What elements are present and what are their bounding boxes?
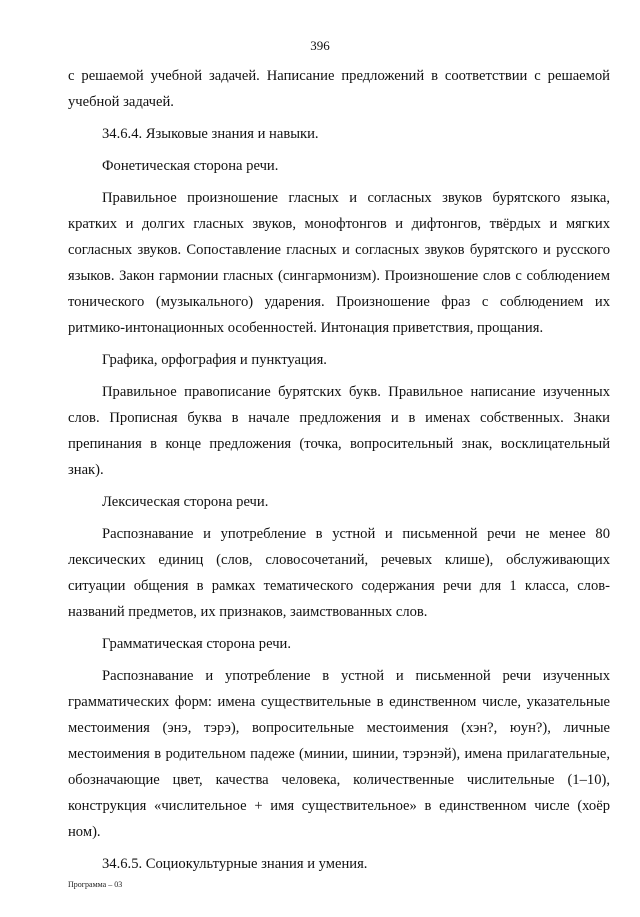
subheading-lexicon: Лексическая сторона речи. [102, 494, 269, 510]
page-number: 396 [310, 38, 330, 53]
paragraph-phonetics: Правильное произношение гласных и согласных звуков бурятского языка, кратких и долгих гласных звуков, монофтонгов и дифтонгов, твёрдых и мягких согласных звуков. Сопоставление гласных и согласных звуков бурятского и русского языков. Закон гармонии гласных (сингармонизм). Произношение слов с соблюдением тонического (музыкального) ударения. Произношение фраз с соблюдением их ритмико-интонационных особенностей. Интонация приветствия, прощания. [68, 190, 610, 336]
subheading-phonetics: Фонетическая сторона речи. [102, 158, 279, 174]
paragraph-grammar: Распознавание и употребление в устной и письменной речи изученных грамматических форм: имена существительные в единственном числе, указательные местоимения (энэ, тэрэ), вопросительные местоимения (хэн?, юун?), личные местоимения в родительном падеже (минии, шинии, тэрэнэй), имена прилагательные, обозначающие цвет, качества человека, количественные числительные (1–10), конструкция «числительное + имя существительное» в единственном числе (хоёр ном). [68, 668, 610, 840]
subheading-grammar: Грамматическая сторона речи. [102, 636, 292, 652]
section-heading-34-6-4: 34.6.4. Языковые знания и навыки. [102, 126, 319, 142]
paragraph-graphics: Правильное правописание бурятских букв. Правильное написание изученных слов. Прописная буква в начале предложения и в именах собственных. Знаки препинания в конце предложения (точка, вопросительный знак, восклицательный знак). [68, 384, 610, 478]
paragraph-lexicon: Распознавание и употребление в устной и письменной речи не менее 80 лексических единиц (слов, словосочетаний, речевых клише), обслуживающих ситуации общения в рамках тематического содержания речи для 1 класса, слов-названий предметов, их признаков, заимствованных слов. [68, 526, 610, 620]
document-body [68, 63, 610, 877]
section-heading-34-6-5: 34.6.5. Социокультурные знания и умения. [102, 856, 368, 872]
footer-program-label: Программа – 03 [68, 880, 123, 889]
paragraph-continuation: с решаемой учебной задачей. Написание предложений в соответствии с решаемой учебной задачей. [68, 68, 610, 110]
subheading-graphics: Графика, орфография и пунктуация. [102, 352, 327, 368]
